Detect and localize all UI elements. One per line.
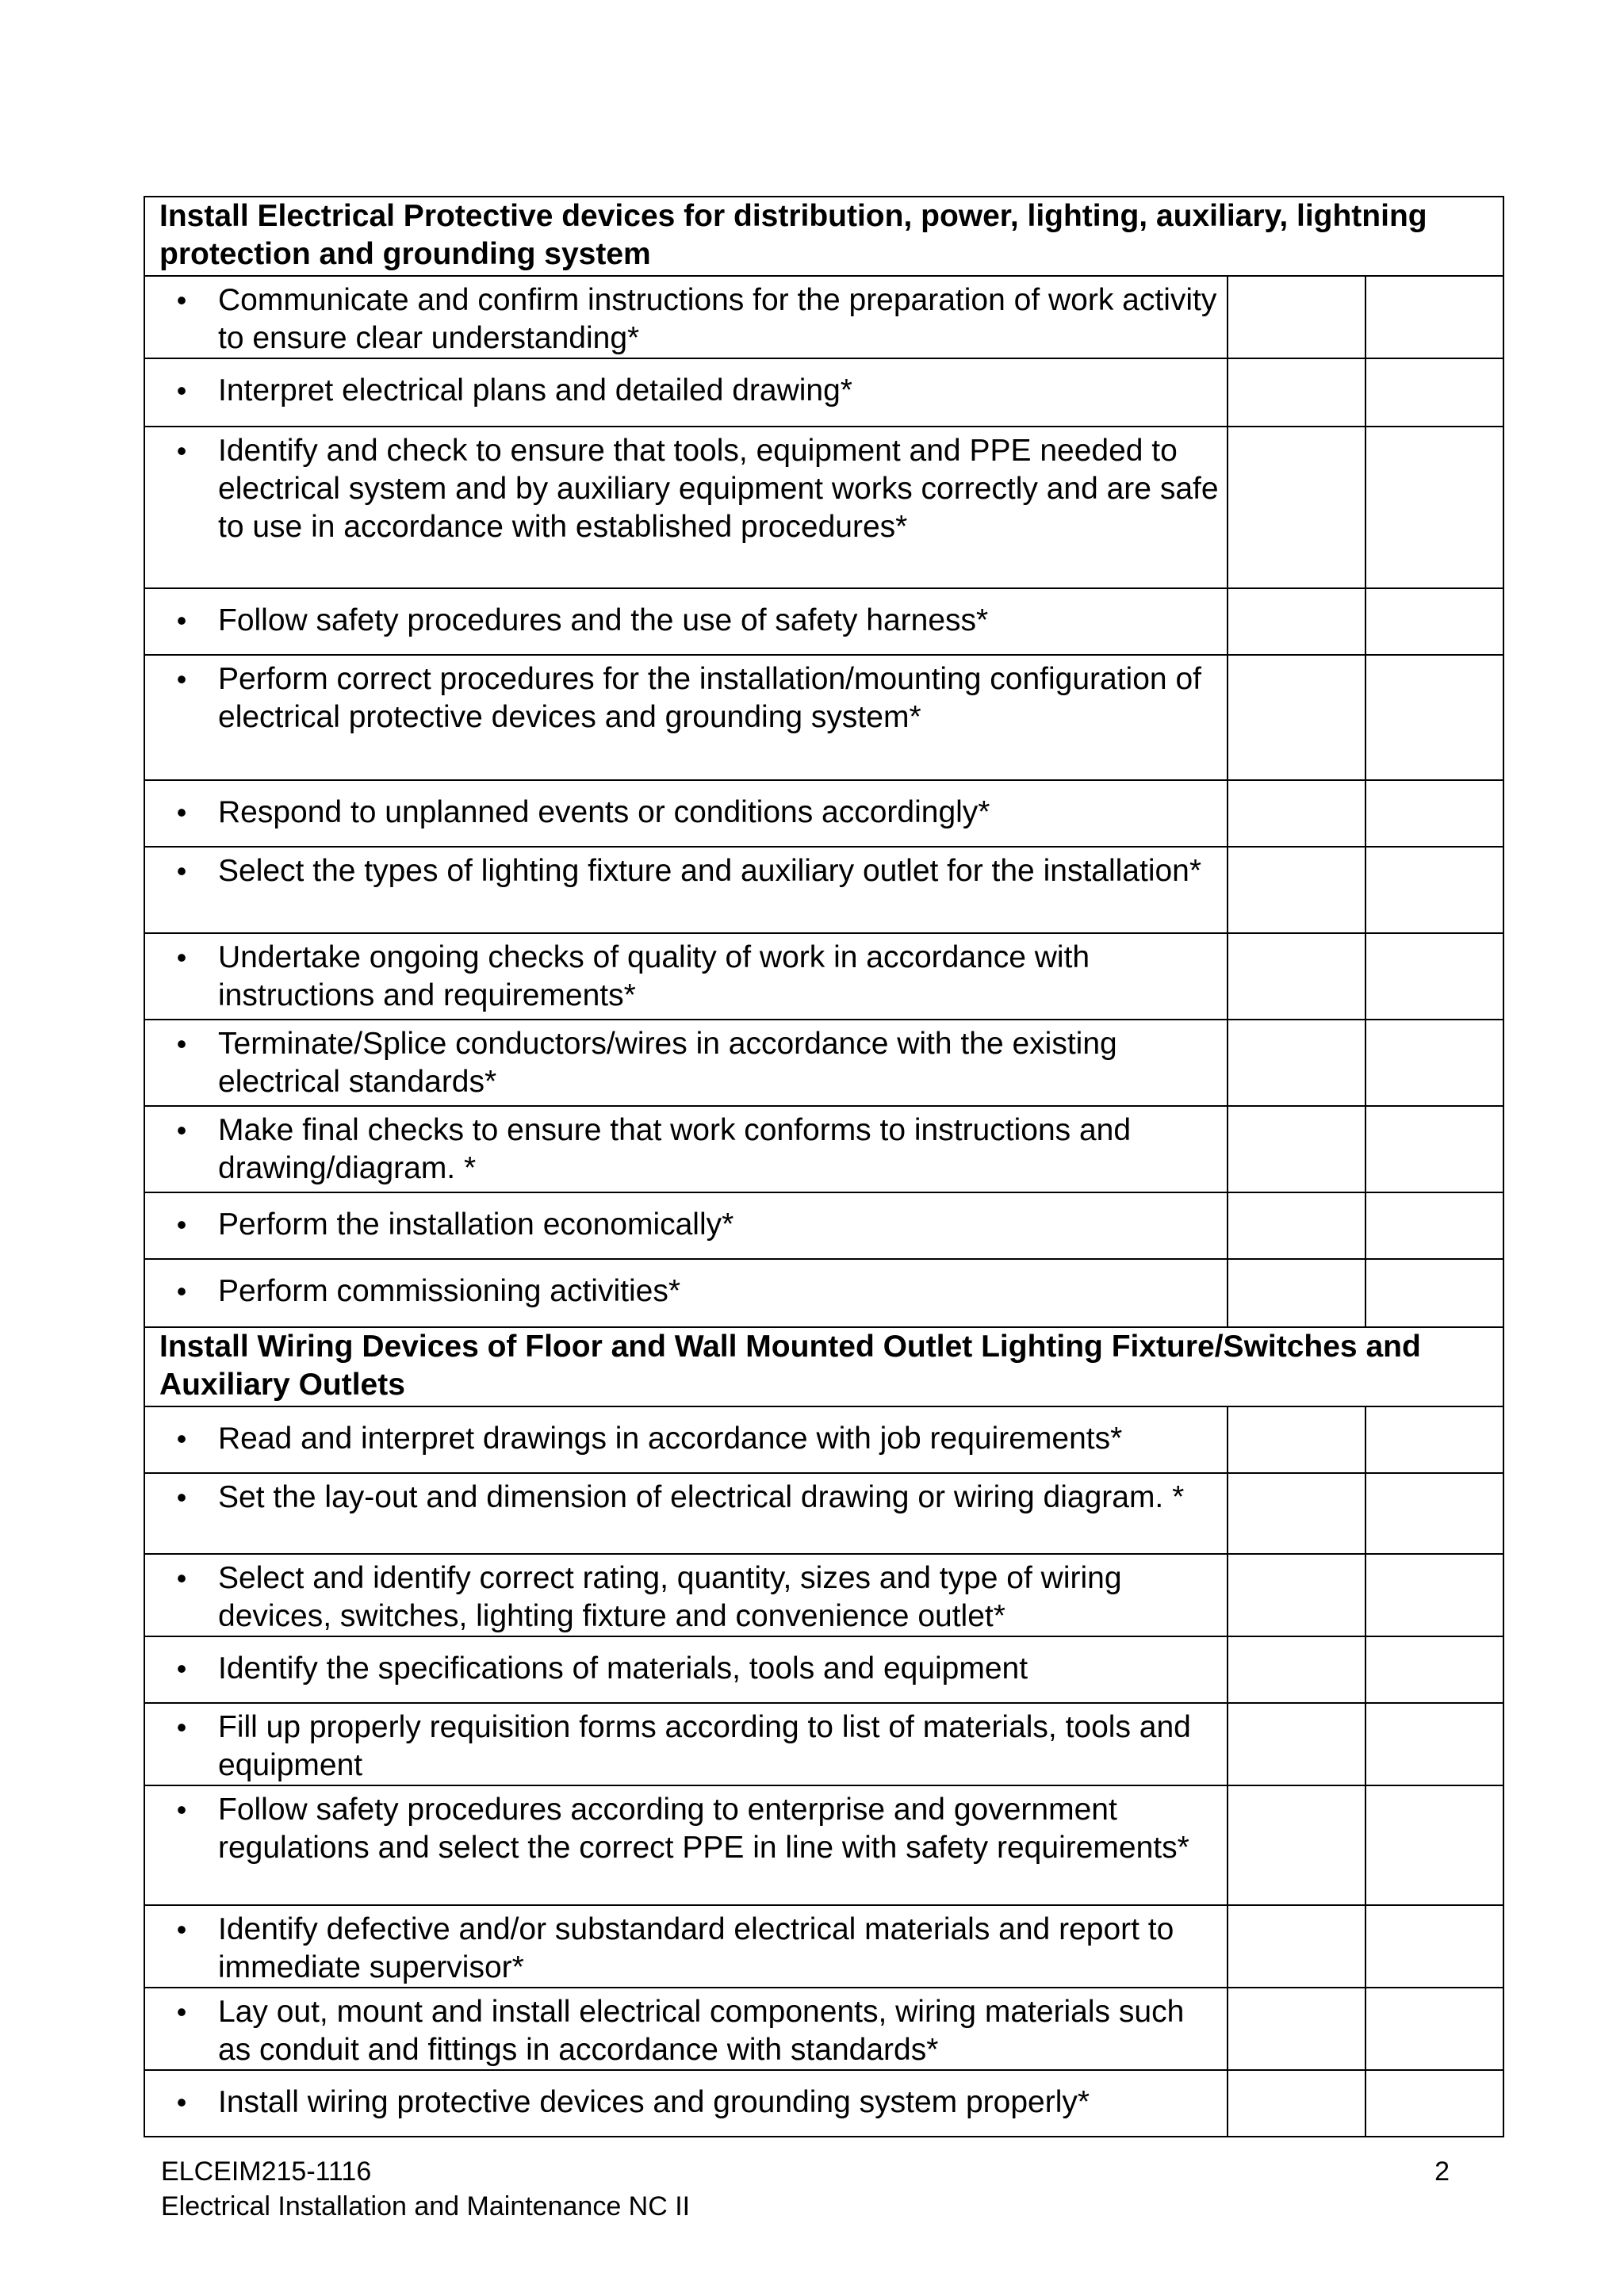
bullet-icon: • [176, 1913, 187, 1946]
checklist-item-text: Communicate and confirm instructions for the preparation of work activity to ensure clear understanding* [218, 283, 1217, 355]
check-cell-no[interactable] [1365, 1703, 1503, 1785]
checklist-item-text: Install wiring protective devices and grounding system properly* [218, 2085, 1090, 2119]
check-cell-no[interactable] [1365, 276, 1503, 358]
check-cell-yes[interactable] [1228, 933, 1365, 1020]
checklist-item-cell [144, 655, 1228, 780]
bullet-icon: • [176, 604, 187, 637]
check-cell-yes[interactable] [1228, 588, 1365, 655]
checklist-item-cell [144, 1554, 1228, 1636]
checklist-item-cell [144, 1259, 1228, 1327]
check-cell-yes[interactable] [1228, 1106, 1365, 1192]
check-cell-no[interactable] [1365, 847, 1503, 933]
check-cell-yes[interactable] [1228, 1406, 1365, 1473]
checklist-item-row [144, 427, 1503, 588]
checklist-item-text: Interpret electrical plans and detailed drawing* [218, 373, 852, 408]
bullet-icon: • [176, 284, 187, 316]
check-cell-no[interactable] [1365, 1988, 1503, 2070]
bullet-icon: • [176, 1652, 187, 1685]
check-cell-yes[interactable] [1228, 427, 1365, 588]
checklist-item-text: Perform the installation economically* [218, 1207, 734, 1242]
page-number: 2 [1434, 2156, 1450, 2187]
check-cell-yes[interactable] [1228, 1259, 1365, 1327]
bullet-icon: • [176, 941, 187, 974]
checklist-item-cell [144, 1106, 1228, 1192]
check-cell-yes[interactable] [1228, 1636, 1365, 1703]
checklist-item-text: Fill up properly requisition forms according to list of materials, tools and equipment [218, 1710, 1191, 1782]
check-cell-no[interactable] [1365, 1020, 1503, 1106]
check-cell-yes[interactable] [1228, 1554, 1365, 1636]
check-cell-no[interactable] [1365, 933, 1503, 1020]
check-cell-no[interactable] [1365, 1905, 1503, 1988]
checklist-item-cell [144, 1785, 1228, 1905]
checklist-item-text: Follow safety procedures and the use of safety harness* [218, 603, 989, 637]
checklist-item-cell [144, 933, 1228, 1020]
checklist-item-text: Perform correct procedures for the installation/mounting configuration of electrical protective devices and grounding system* [218, 662, 1201, 734]
section-header-row [144, 197, 1503, 276]
check-cell-yes[interactable] [1228, 1785, 1365, 1905]
checklist-item-row [144, 588, 1503, 655]
check-cell-yes[interactable] [1228, 2070, 1365, 2137]
section-header-row [144, 1327, 1503, 1406]
checklist-item-row [144, 1988, 1503, 2070]
bullet-icon: • [176, 1711, 187, 1743]
bullet-icon: • [176, 1562, 187, 1594]
bullet-icon: • [176, 1793, 187, 1826]
check-cell-no[interactable] [1365, 2070, 1503, 2137]
checklist-item-text: Identify and check to ensure that tools, equipment and PPE needed to electrical system and by auxiliary equipment works correctly and are safe to use in accordance with established procedures* [218, 434, 1219, 544]
checklist-item-text: Select and identify correct rating, quantity, sizes and type of wiring devices, switches, lighting fixture and convenience outlet* [218, 1561, 1122, 1633]
checklist-table-body [144, 197, 1503, 2137]
check-cell-no[interactable] [1365, 427, 1503, 588]
check-cell-no[interactable] [1365, 1192, 1503, 1259]
checklist-item-text: Read and interpret drawings in accordance with job requirements* [218, 1422, 1123, 1456]
check-cell-yes[interactable] [1228, 1703, 1365, 1785]
check-cell-no[interactable] [1365, 358, 1503, 427]
check-cell-no[interactable] [1365, 1406, 1503, 1473]
checklist-item-text: Identify defective and/or substandard electrical materials and report to immediate supervisor* [218, 1912, 1174, 1984]
bullet-icon: • [176, 1027, 187, 1060]
checklist-item-row [144, 1259, 1503, 1327]
check-cell-yes[interactable] [1228, 780, 1365, 847]
bullet-icon: • [176, 1996, 187, 2028]
bullet-icon: • [176, 1114, 187, 1146]
bullet-icon: • [176, 2086, 187, 2118]
check-cell-yes[interactable] [1228, 1473, 1365, 1554]
checklist-item-text: Select the types of lighting fixture and auxiliary outlet for the installation* [218, 854, 1202, 888]
checklist-item-row [144, 1020, 1503, 1106]
checklist-item-cell [144, 588, 1228, 655]
checklist-item-cell [144, 358, 1228, 427]
checklist-item-row [144, 847, 1503, 933]
checklist-item-row [144, 1192, 1503, 1259]
document-code: ELCEIM215-1116 [161, 2156, 372, 2187]
bullet-icon: • [176, 374, 187, 407]
checklist-item-row [144, 1905, 1503, 1988]
checklist-item-row [144, 780, 1503, 847]
checklist-item-text: Lay out, mount and install electrical components, wiring materials such as conduit and fittings in accordance with standards* [218, 1995, 1185, 2067]
check-cell-yes[interactable] [1228, 276, 1365, 358]
section-title: Install Wiring Devices of Floor and Wall Mounted Outlet Lighting Fixture/Switches and Auxiliary Outlets [144, 1327, 1503, 1406]
check-cell-no[interactable] [1365, 1554, 1503, 1636]
bullet-icon: • [176, 855, 187, 887]
checklist-item-row [144, 1554, 1503, 1636]
check-cell-yes[interactable] [1228, 1192, 1365, 1259]
check-cell-no[interactable] [1365, 588, 1503, 655]
checklist-item-text: Follow safety procedures according to enterprise and government regulations and select the correct PPE in line with safety requirements* [218, 1793, 1189, 1865]
checklist-item-row [144, 358, 1503, 427]
checklist-item-text: Undertake ongoing checks of quality of work in accordance with instructions and requirements* [218, 940, 1090, 1012]
checklist-item-cell [144, 2070, 1228, 2137]
check-cell-no[interactable] [1365, 655, 1503, 780]
checklist-item-row [144, 1703, 1503, 1785]
checklist-item-row [144, 1106, 1503, 1192]
checklist-item-row [144, 1785, 1503, 1905]
check-cell-no[interactable] [1365, 780, 1503, 847]
bullet-icon: • [176, 663, 187, 695]
checklist-item-text: Make final checks to ensure that work conforms to instructions and drawing/diagram. * [218, 1113, 1132, 1185]
check-cell-no[interactable] [1365, 1259, 1503, 1327]
bullet-icon: • [176, 1275, 187, 1307]
checklist-item-row [144, 655, 1503, 780]
checklist-item-cell [144, 1988, 1228, 2070]
checklist-item-cell [144, 1020, 1228, 1106]
checklist-sheet [144, 196, 1503, 2137]
checklist-item-row [144, 1473, 1503, 1554]
bullet-icon: • [176, 434, 187, 467]
checklist-item-cell [144, 1473, 1228, 1554]
checklist-item-cell [144, 847, 1228, 933]
checklist-item-cell [144, 276, 1228, 358]
checklist-item-row [144, 1406, 1503, 1473]
section-title: Install Electrical Protective devices for distribution, power, lighting, auxiliary, lightning protection and grounding system [144, 197, 1503, 276]
checklist-item-cell [144, 1636, 1228, 1703]
check-cell-no[interactable] [1365, 1106, 1503, 1192]
checklist-item-cell [144, 1703, 1228, 1785]
checklist-item-row [144, 933, 1503, 1020]
page-footer [161, 2154, 1450, 2224]
checklist-item-row [144, 276, 1503, 358]
checklist-item-text: Identify the specifications of materials, tools and equipment [218, 1651, 1028, 1686]
check-cell-yes[interactable] [1228, 1988, 1365, 2070]
bullet-icon: • [176, 796, 187, 828]
checklist-item-row [144, 1636, 1503, 1703]
checklist-item-cell [144, 1406, 1228, 1473]
checklist-item-cell [144, 427, 1228, 588]
checklist-item-row [144, 2070, 1503, 2137]
document-title: Electrical Installation and Maintenance NC II [161, 2191, 691, 2221]
checklist-item-cell [144, 1905, 1228, 1988]
checklist-item-text: Set the lay-out and dimension of electrical drawing or wiring diagram. * [218, 1480, 1185, 1514]
check-cell-yes[interactable] [1228, 1020, 1365, 1106]
check-cell-no[interactable] [1365, 1473, 1503, 1554]
bullet-icon: • [176, 1422, 187, 1455]
checklist-item-text: Perform commissioning activities* [218, 1274, 681, 1308]
checklist-item-cell [144, 1192, 1228, 1259]
checklist-table [144, 196, 1504, 2137]
check-cell-yes[interactable] [1228, 655, 1365, 780]
bullet-icon: • [176, 1481, 187, 1513]
check-cell-yes[interactable] [1228, 1905, 1365, 1988]
check-cell-yes[interactable] [1228, 358, 1365, 427]
checklist-item-text: Terminate/Splice conductors/wires in accordance with the existing electrical standards* [218, 1027, 1117, 1099]
checklist-item-cell [144, 780, 1228, 847]
check-cell-no[interactable] [1365, 1785, 1503, 1905]
checklist-item-text: Respond to unplanned events or conditions accordingly* [218, 795, 990, 829]
bullet-icon: • [176, 1208, 187, 1241]
check-cell-yes[interactable] [1228, 847, 1365, 933]
check-cell-no[interactable] [1365, 1636, 1503, 1703]
